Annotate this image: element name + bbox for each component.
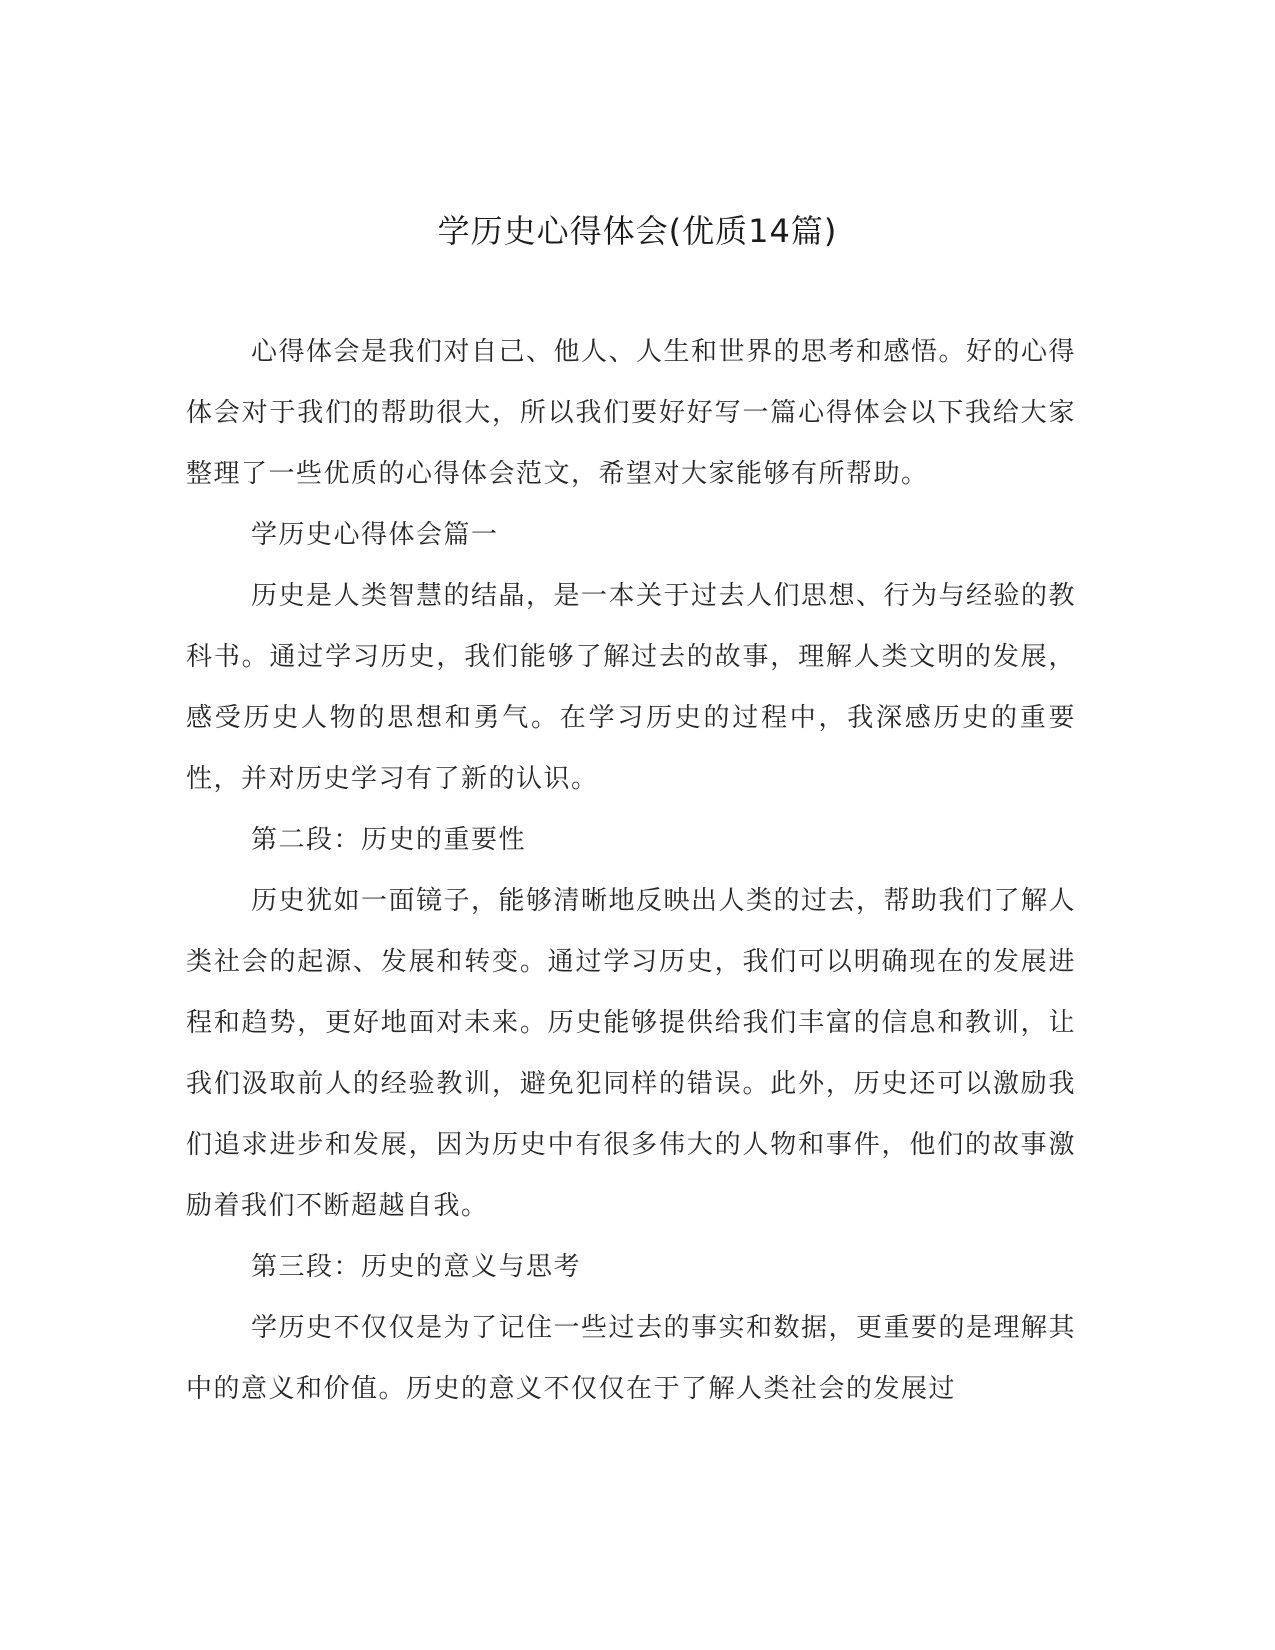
document-title: 学历史心得体会(优质14篇) bbox=[437, 212, 838, 250]
section-heading-1: 学历史心得体会篇一 bbox=[251, 520, 499, 550]
body-paragraph-3: 学历史不仅仅是为了记住一些过去的事实和数据，更重要的是理解其中的意义和价值。历史的意义不仅仅在于了解人类社会的发展过 bbox=[186, 1313, 1077, 1404]
section-heading-2: 第二段：历史的重要性 bbox=[251, 825, 527, 855]
section-heading-3: 第三段：历史的意义与思考 bbox=[251, 1252, 582, 1282]
document-body bbox=[186, 322, 1076, 1420]
intro-paragraph: 心得体会是我们对自己、他人、人生和世界的思考和感悟。好的心得体会对于我们的帮助很大，所以我们要好好写一篇心得体会以下我给大家整理了一些优质的心得体会范文，希望对大家能够有所帮助。 bbox=[186, 337, 1077, 489]
body-paragraph-1: 历史是人类智慧的结晶，是一本关于过去人们思想、行为与经验的教科书。通过学习历史，我们能够了解过去的故事，理解人类文明的发展，感受历史人物的思想和勇气。在学习历史的过程中，我深感历史的重要性，并对历史学习有了新的认识。 bbox=[186, 581, 1077, 794]
body-paragraph-2: 历史犹如一面镜子，能够清晰地反映出人类的过去，帮助我们了解人类社会的起源、发展和转变。通过学习历史，我们可以明确现在的发展进程和趋势，更好地面对未来。历史能够提供给我们丰富的信息和教训，让我们汲取前人的经验教训，避免犯同样的错误。此外，历史还可以激励我们追求进步和发展，因为历史中有很多伟大的人物和事件，他们的故事激励着我们不断超越自我。 bbox=[186, 886, 1077, 1221]
